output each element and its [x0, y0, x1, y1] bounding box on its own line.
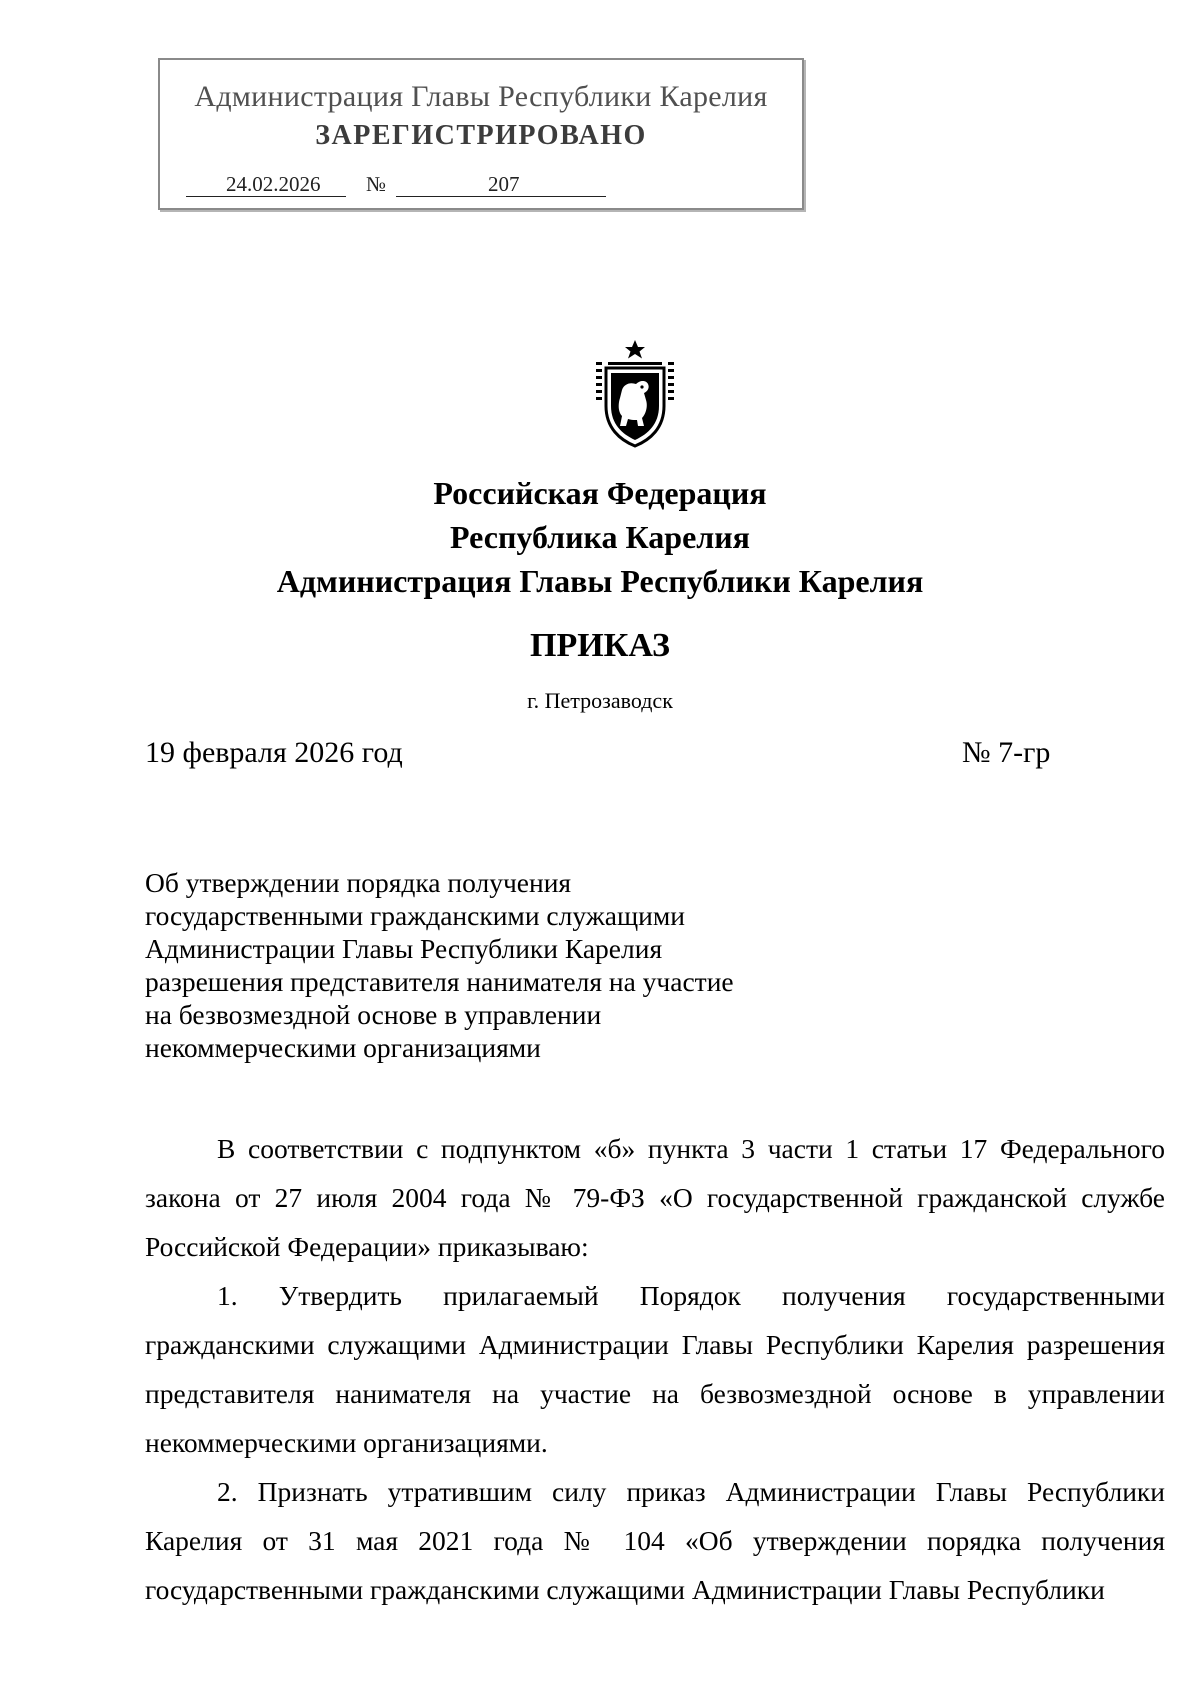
subject-line: на безвозмездной основе в управлении	[145, 999, 602, 1030]
document-body	[145, 1124, 1165, 1614]
subject-line: некоммерческими организациями	[145, 1032, 541, 1063]
clause-1-paragraph: 1. Утвердить прилагаемый Порядок получения государственными гражданскими служащими Администрации Главы Республики Карелия разрешения представителя нанимателя на участие на безвозмездной основе в управлении некоммерческими организациями.	[145, 1280, 1165, 1458]
preamble-paragraph: В соответствии с подпунктом «б» пункта 3 части 1 статьи 17 Федерального закона от 27 июля 2004 года № 79-ФЗ «О государственной гражданской службе Российской Федерации» приказываю:	[145, 1133, 1165, 1262]
registration-stamp	[158, 58, 804, 210]
stamp-number-sign: №	[366, 172, 387, 196]
header-country: Российская Федерация	[433, 475, 767, 511]
document-city: г. Петрозаводск	[527, 688, 673, 713]
subject-line: Об утверждении порядка получения	[145, 867, 572, 898]
stamp-number: 207	[488, 172, 520, 196]
stamp-organization: Администрация Главы Республики Карелия	[194, 80, 768, 113]
document-date: 19 февраля 2026 год	[145, 736, 403, 769]
header-administration: Администрация Главы Республики Карелия	[276, 563, 924, 599]
subject-line: государственными гражданскими служащими	[145, 900, 685, 931]
karelia-coat-of-arms-icon	[592, 340, 678, 450]
subject-line: Администрации Главы Республики Карелия	[145, 933, 663, 964]
document-number: № 7-гр	[962, 736, 1051, 769]
subject-line: разрешения представителя нанимателя на участие	[145, 966, 734, 997]
document-type: ПРИКАЗ	[530, 627, 670, 664]
header-republic: Республика Карелия	[450, 519, 750, 555]
clause-2-paragraph: 2. Признать утратившим силу приказ Администрации Главы Республики Карелия от 31 мая 2021 года № 104 «Об утверждении порядка получения государственными гражданскими служащими Администрации Главы Республики	[145, 1476, 1165, 1605]
stamp-registration-line	[186, 172, 768, 202]
document-subject	[145, 866, 734, 1064]
stamp-title: ЗАРЕГИСТРИРОВАНО	[315, 120, 647, 151]
stamp-date: 24.02.2026	[226, 172, 321, 196]
